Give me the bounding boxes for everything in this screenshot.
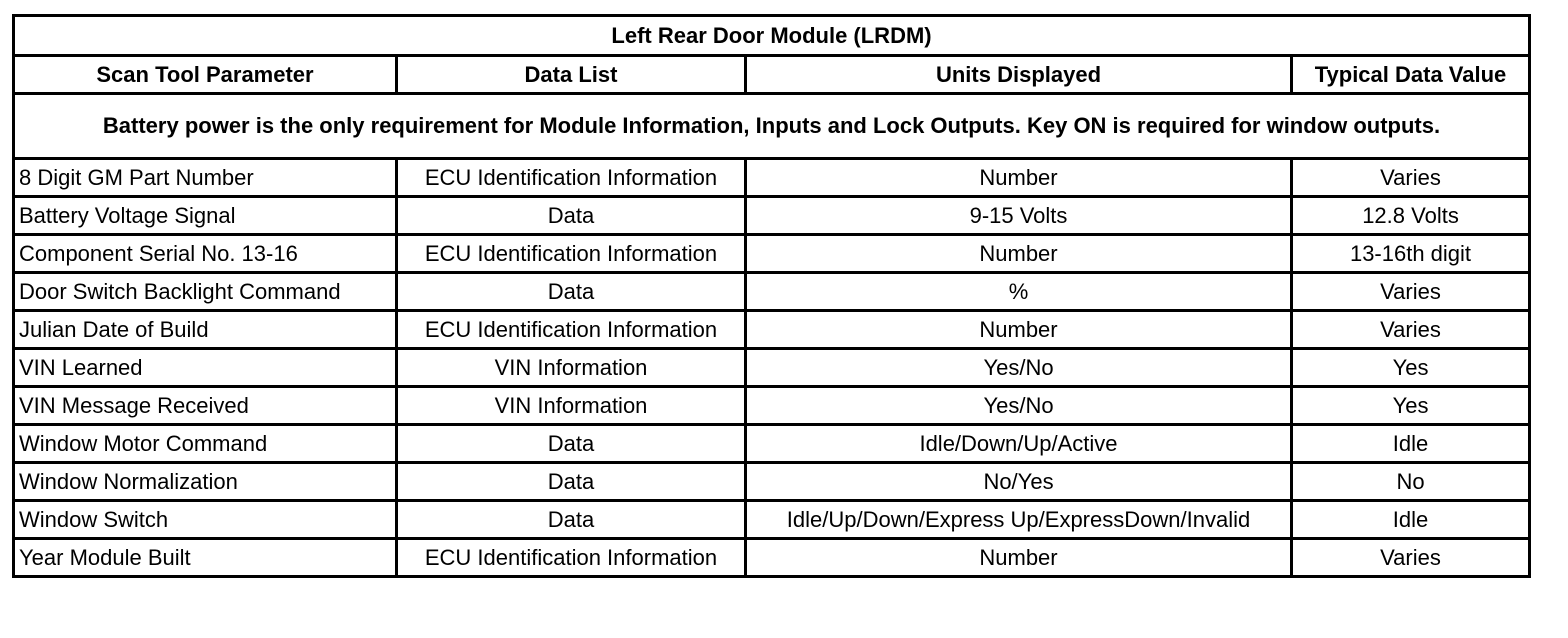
table-row (14, 311, 1530, 349)
cell-parameter: Year Module Built (14, 539, 397, 577)
table-note: Battery power is the only requirement for Module Information, Inputs and Lock Outputs. Key ON is required for window outputs. (14, 94, 1530, 159)
table-title: Left Rear Door Module (LRDM) (14, 16, 1530, 56)
cell-units: Number (746, 539, 1292, 577)
table-row (14, 273, 1530, 311)
table-row (14, 159, 1530, 197)
cell-typical-value: Varies (1292, 273, 1530, 311)
cell-data-list: ECU Identification Information (397, 539, 746, 577)
table-row (14, 501, 1530, 539)
cell-data-list: VIN Information (397, 349, 746, 387)
cell-units: % (746, 273, 1292, 311)
column-header-parameter: Scan Tool Parameter (14, 56, 397, 94)
cell-data-list: Data (397, 463, 746, 501)
cell-units: Number (746, 311, 1292, 349)
table-row (14, 235, 1530, 273)
cell-data-list: ECU Identification Information (397, 159, 746, 197)
cell-parameter: Component Serial No. 13-16 (14, 235, 397, 273)
column-header-data-list: Data List (397, 56, 746, 94)
table-header-row (14, 56, 1530, 94)
table-row (14, 349, 1530, 387)
data-table-container (12, 14, 1531, 578)
lrdm-data-table (12, 14, 1531, 578)
cell-data-list: VIN Information (397, 387, 746, 425)
cell-parameter: Julian Date of Build (14, 311, 397, 349)
cell-typical-value: Idle (1292, 501, 1530, 539)
cell-units: Idle/Down/Up/Active (746, 425, 1292, 463)
cell-parameter: 8 Digit GM Part Number (14, 159, 397, 197)
column-header-typical-value: Typical Data Value (1292, 56, 1530, 94)
cell-units: Number (746, 159, 1292, 197)
cell-typical-value: No (1292, 463, 1530, 501)
cell-data-list: Data (397, 501, 746, 539)
cell-parameter: Window Motor Command (14, 425, 397, 463)
cell-data-list: ECU Identification Information (397, 311, 746, 349)
cell-typical-value: 13-16th digit (1292, 235, 1530, 273)
cell-typical-value: 12.8 Volts (1292, 197, 1530, 235)
cell-typical-value: Varies (1292, 311, 1530, 349)
cell-typical-value: Varies (1292, 539, 1530, 577)
cell-parameter: VIN Message Received (14, 387, 397, 425)
cell-parameter: Window Normalization (14, 463, 397, 501)
cell-data-list: Data (397, 273, 746, 311)
table-row (14, 463, 1530, 501)
table-note-row (14, 94, 1530, 159)
cell-parameter: Window Switch (14, 501, 397, 539)
table-row (14, 197, 1530, 235)
cell-typical-value: Yes (1292, 349, 1530, 387)
column-header-units: Units Displayed (746, 56, 1292, 94)
cell-typical-value: Yes (1292, 387, 1530, 425)
cell-typical-value: Varies (1292, 159, 1530, 197)
cell-units: 9-15 Volts (746, 197, 1292, 235)
table-title-row (14, 16, 1530, 56)
cell-data-list: ECU Identification Information (397, 235, 746, 273)
table-row (14, 425, 1530, 463)
cell-parameter: Door Switch Backlight Command (14, 273, 397, 311)
cell-parameter: Battery Voltage Signal (14, 197, 397, 235)
cell-units: Yes/No (746, 349, 1292, 387)
cell-typical-value: Idle (1292, 425, 1530, 463)
cell-units: Idle/Up/Down/Express Up/ExpressDown/Invalid (746, 501, 1292, 539)
table-row (14, 539, 1530, 577)
cell-units: Number (746, 235, 1292, 273)
cell-parameter: VIN Learned (14, 349, 397, 387)
cell-units: No/Yes (746, 463, 1292, 501)
cell-data-list: Data (397, 197, 746, 235)
cell-data-list: Data (397, 425, 746, 463)
cell-units: Yes/No (746, 387, 1292, 425)
table-row (14, 387, 1530, 425)
